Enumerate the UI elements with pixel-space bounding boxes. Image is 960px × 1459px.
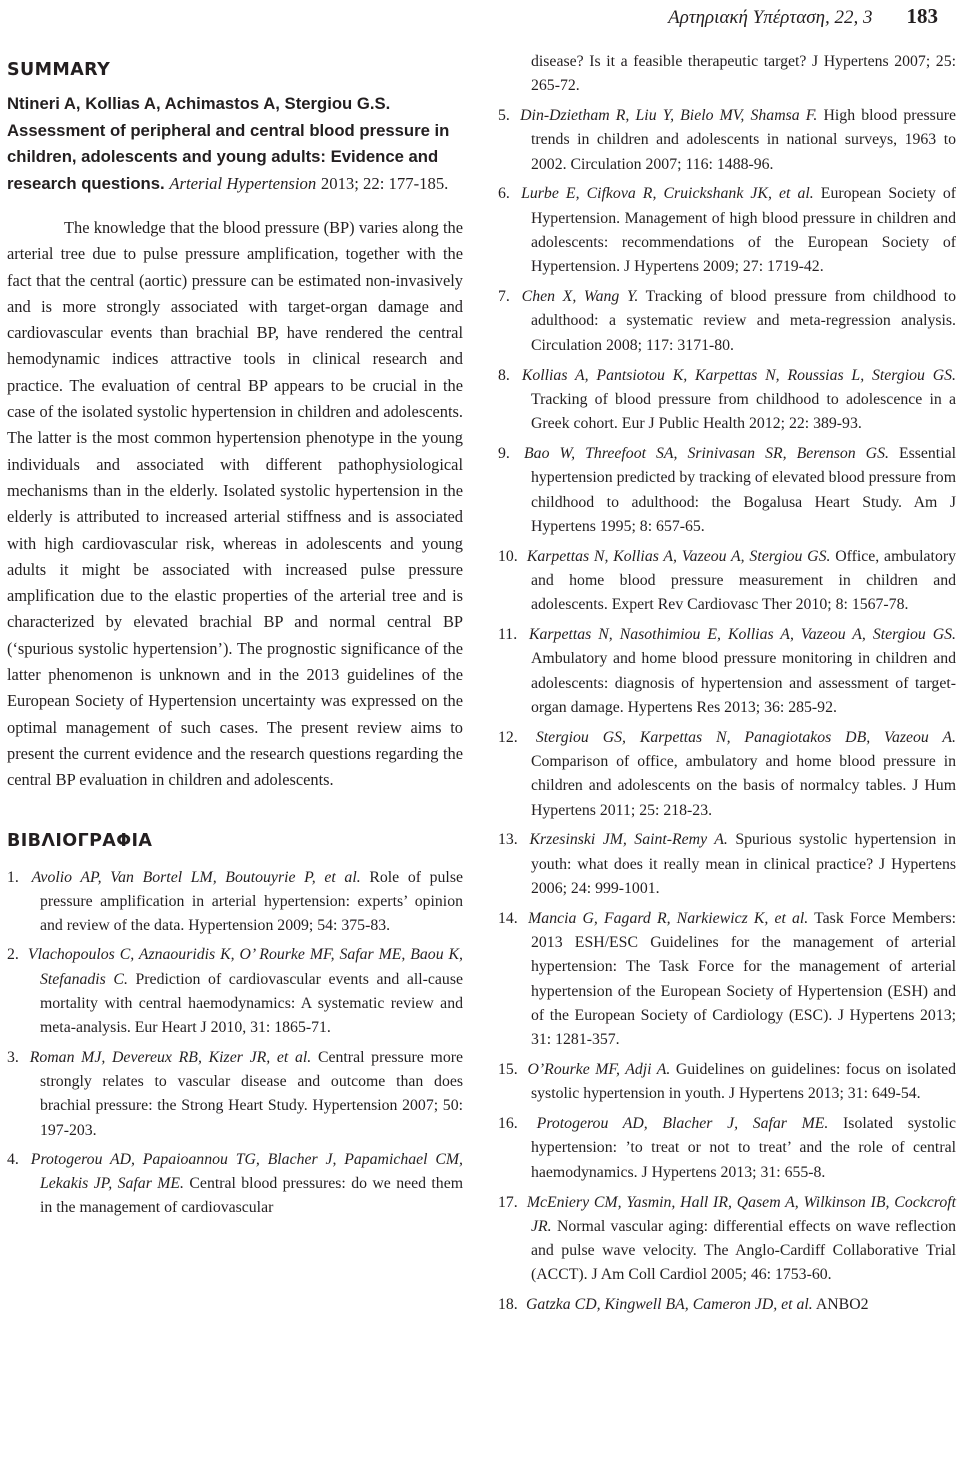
reference-authors: Karpettas N, Nasothimiou E, Kollias A, Vazeou A, Stergiou GS. (528, 626, 957, 644)
reference-number: 9. (498, 444, 510, 462)
reference-authors: Protogerou AD, Blacher J, Safar ME. (536, 1115, 829, 1133)
citation-journal: Arterial Hypertension (169, 173, 317, 193)
reference-list-right (498, 50, 956, 1318)
reference-number: 15. (498, 1061, 518, 1079)
reference-number: 8. (498, 366, 510, 384)
reference-item (498, 726, 956, 823)
journal-title: Αρτηριακή Υπέρταση, 22, 3 (668, 7, 873, 28)
reference-authors: Karpettas N, Kollias A, Vazeou A, Stergiou GS. (526, 547, 831, 565)
reference-item (498, 364, 956, 437)
reference-item (7, 1148, 463, 1221)
reference-text: Comparison of office, ambulatory and home blood pressure in children and adolescents on the basis of normalcy tables. J Hum Hypertens 2011; 25: 218-23. (531, 753, 956, 819)
reference-item (498, 1112, 956, 1185)
reference-number: 18. (498, 1296, 518, 1314)
reference-text: High blood pressure trends in children and adolescents in national surveys, 1963 to 2002. Circulation 2007; 116: 1488-96. (531, 107, 956, 173)
reference-text: Normal vascular aging: differential effects on wave reflection and pulse wave velocity. The Anglo-Cardiff Collaborative Trial (ACCT). J Am Coll Cardiol 2005; 46: 1753-60. (531, 1217, 956, 1284)
reference-text: Prediction of cardiovascular events and all-cause mortality with central haemodynamics: A systematic review and meta-analysis. Eur Heart J 2010, 31: 1865-71. (40, 970, 463, 1037)
summary-citation (7, 91, 463, 197)
reference-number: 5. (498, 107, 510, 125)
reference-item (498, 182, 956, 279)
reference-authors: Gatzka CD, Kingwell BA, Cameron JD, et al. (525, 1296, 813, 1314)
reference-item (498, 1058, 956, 1107)
reference-text: Tracking of blood pressure from childhood to adolescence in a Greek cohort. Eur J Public Health 2012; 22: 389-93. (531, 390, 956, 433)
right-column (498, 50, 956, 1323)
reference-item (498, 285, 956, 358)
reference-authors: Protogerou AD, Papaioannou TG, Blacher J, Papamichael CM, Lekakis JP, Safar ME. (30, 1150, 463, 1193)
citation-reference: 2013; 22: 177-185. (320, 173, 449, 193)
reference-text: Central blood pressures: do we need them in the management of cardiovascular (40, 1175, 464, 1217)
reference-authors: O’Rourke MF, Adji A. (527, 1061, 671, 1079)
reference-item (498, 828, 956, 901)
reference-text: Spurious systolic hypertension in youth: what does it really mean in clinical practice? J Hypertens 2006; 24: 999-1001. (531, 831, 957, 897)
reference-authors: Kollias A, Pantsiotou K, Karpettas N, Roussias L, Stergiou GS. (521, 366, 957, 384)
reference-item (498, 623, 956, 720)
reference-item (498, 907, 956, 1053)
reference-item (498, 1293, 956, 1317)
reference-text: Ambulatory and home blood pressure monitoring in children and adolescents: diagnosis of hypertension and assessment of target-organ damage. Hypertens Res 2013; 36: 285-92. (531, 650, 956, 716)
reference-list-left (7, 866, 463, 1221)
reference-text: Office, ambulatory and home blood pressure measurement in children and adolescents. Expert Rev Cardiovasc Ther 2010; 8: 1567-78. (531, 547, 956, 614)
reference-number: 1. (7, 868, 19, 886)
bibliography-heading: ΒΙΒΛΙΟΓΡΑΦΙΑ (7, 830, 153, 851)
reference-authors: Chen X, Wang Y. (521, 288, 639, 306)
reference-item (498, 104, 956, 177)
reference-item (7, 1046, 463, 1143)
reference-item (498, 442, 956, 539)
reference-authors: McEniery CM, Yasmin, Hall IR, Qasem A, Wilkinson IB, Cockcroft JR. (526, 1193, 956, 1235)
reference-number: 6. (498, 185, 510, 203)
reference-continuation: disease? Is it a feasible therapeutic target? J Hypertens 2007; 25: 265-72. (531, 53, 956, 95)
reference-text: Tracking of blood pressure from childhood to adulthood: a systematic review and meta-regression analysis. Circulation 2008; 117: 3171-80. (531, 288, 957, 354)
left-column (7, 50, 463, 1226)
reference-text: Role of pulse pressure amplification in arterial hypertension: experts’ opinion and review of the data. Hypertension 2009; 54: 375-83. (40, 868, 463, 935)
summary-heading: SUMMARY (7, 60, 111, 80)
running-head (0, 4, 938, 34)
reference-number: 17. (498, 1193, 518, 1211)
citation-authors-title: Ntineri A, Kollias A, Achimastos A, Stergiou G.S. Assessment of peripheral and central blood pressure in children, adolescents and young adults: Evidence and research questions. (7, 94, 450, 193)
reference-number: 12. (498, 728, 518, 746)
reference-text: Central pressure more strongly relates to vascular disease and outcome than does brachial pressure: the Strong Heart Study. Hypertension 2007; 50: 197-203. (40, 1048, 463, 1139)
reference-text: Isolated systolic hypertension: ’to treat or not to treat’ and the role of central haemodynamics. J Hypertens 2013; 31: 655-8. (531, 1115, 956, 1181)
reference-authors: Stergiou GS, Karpettas N, Panagiotakos DB, Vazeou A. (535, 728, 957, 746)
reference-authors: Lurbe E, Cifkova R, Cruickshank JK, et al. (521, 185, 814, 203)
summary-abstract: The knowledge that the blood pressure (BP) varies along the arterial tree due to pulse pressure amplification, together with the fact that the central (aortic) pressure can be estimated non-invasively and is more strongly associated with target-organ damage and cardiovascular events than brachial BP, have rendered the central hemodynamic indices attractive tools in clinical research and practice. The evaluation of central BP appears to be crucial in the case of the isolated systolic hypertension in children and adolescents. The latter is the most common hypertension phenotype in the young individuals and associated with different pathophysiological mechanisms than in the elderly. Isolated systolic hypertension in the elderly is attributed to increased arterial stiffness and is associated with high cardiovascular risk, whereas in adolescents and young adults it might be associated with increased pulse pressure amplification due to the elastic properties of the arterial tree and is characterized by elevated brachial BP and normal central BP (‘spurious systolic hypertension’). The prognostic significance of the latter phenomenon is unknown and in the 2013 guidelines of the European Society of Hypertension uncertainty was expressed on the optimal management of such cases. The present review aims to present the current evidence and the research questions regarding the central BP evaluation in children and adolescents. (7, 218, 463, 790)
reference-number: 10. (498, 547, 518, 565)
reference-number: 13. (498, 831, 518, 849)
reference-authors: Krzesinski JM, Saint-Remy A. (529, 831, 728, 849)
reference-text: European Society of Hypertension. Management of high blood pressure in children and adolescents: recommendations of the European Society of Hypertension. J Hypertens 2009; 27: 1719-42. (531, 185, 957, 276)
reference-number: 3. (7, 1048, 19, 1066)
reference-number: 2. (7, 946, 19, 964)
reference-item (498, 545, 956, 618)
reference-text: Essential hypertension predicted by tracking of elevated blood pressure from childhood to adulthood: the Bogalusa Heart Study. Am J Hypertens 1995; 8: 657-65. (531, 444, 956, 535)
reference-item (7, 866, 463, 939)
reference-number: 4. (7, 1150, 19, 1168)
reference-authors: Avolio AP, Van Bortel LM, Boutouyrie P, et al. (31, 868, 361, 886)
reference-authors: Mancia G, Fagard R, Narkiewicz K, et al. (528, 909, 809, 927)
page-number: 183 (906, 4, 938, 28)
reference-authors: Bao W, Threefoot SA, Srinivasan SR, Berenson GS. (524, 444, 889, 462)
reference-authors: Roman MJ, Devereux RB, Kizer JR, et al. (29, 1048, 312, 1066)
reference-item (7, 943, 463, 1040)
reference-authors: Vlachopoulos C, Aznaouridis K, O’ Rourke MF, Safar ME, Baou K, Stefanadis C. (27, 946, 463, 988)
reference-number: 14. (498, 909, 518, 927)
reference-text: Guidelines on guidelines: focus on isolated systolic hypertension in youth. J Hypertens 2013; 31: 649-54. (531, 1061, 957, 1103)
reference-authors: Din-Dzietham R, Liu Y, Bielo MV, Shamsa F. (520, 107, 818, 125)
reference-number: 16. (498, 1115, 518, 1133)
reference-number: 7. (498, 288, 510, 306)
reference-text: Task Force Members: 2013 ESH/ESC Guidelines for the management of arterial hypertension: The Task Force for the management of arterial hypertension of the European Society of Hypertension (ESH) and of the European Society of Cardiology (ESC). J Hypertens 2013; 31: 1281-357. (531, 909, 956, 1049)
reference-item (498, 1191, 956, 1288)
reference-text: ANBO2 (815, 1296, 869, 1314)
reference-number: 11. (498, 626, 518, 644)
